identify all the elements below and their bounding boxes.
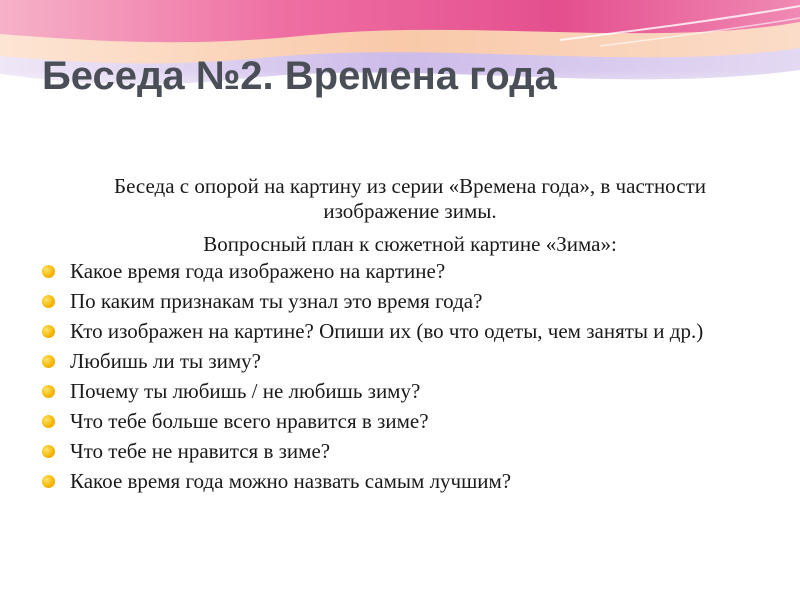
list-item [42,289,762,314]
intro-text: Беседа с опорой на картину из серии «Времена года», в частности изображение зимы. [114,174,706,223]
slide-title: Беседа №2. Времена года [42,54,557,98]
question-list [42,259,762,499]
orange-circle-bullet-icon [42,415,55,428]
orange-circle-bullet-icon [42,325,55,338]
question-text: Что тебе не нравится в зиме? [70,439,331,463]
orange-circle-bullet-icon [42,475,55,488]
plan-heading: Вопросный план к сюжетной картине «Зима»: [203,232,617,256]
list-item [42,379,762,404]
orange-circle-bullet-icon [42,445,55,458]
list-item [42,319,762,344]
list-item [42,409,762,434]
question-text: По каким признакам ты узнал это время года? [70,289,483,313]
question-text: Любишь ли ты зиму? [70,349,261,373]
orange-circle-bullet-icon [42,265,55,278]
list-item [42,349,762,374]
intro-block [60,174,760,257]
list-item [42,469,762,494]
list-item [42,439,762,464]
orange-circle-bullet-icon [42,295,55,308]
question-text: Что тебе больше всего нравится в зиме? [70,409,429,433]
question-text: Какое время года изображено на картине? [70,259,446,283]
orange-circle-bullet-icon [42,385,55,398]
list-item [42,259,762,284]
question-text: Кто изображен на картине? Опиши их (во что одеты, чем заняты и др.) [70,319,704,343]
question-text: Почему ты любишь / не любишь зиму? [70,379,421,403]
orange-circle-bullet-icon [42,355,55,368]
question-text: Какое время года можно назвать самым лучшим? [70,469,512,493]
